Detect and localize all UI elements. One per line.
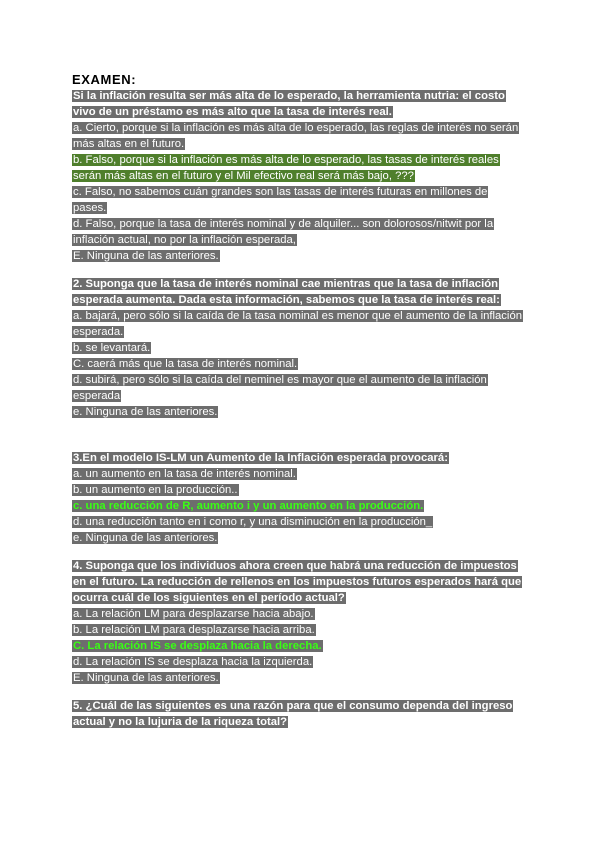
exam-page (72, 72, 522, 730)
question-4 (72, 558, 522, 606)
q2-option-d: d. subirá, pero sólo si la caída del neminel es mayor que el aumento de la inflación esperada (73, 374, 487, 402)
q2-option-c: C. caerá más que la tasa de interés nominal. (73, 358, 298, 370)
q3-option-d: d. una reducción tanto en i como r, y una disminución en la producción_ (73, 516, 433, 528)
question-4-text: 4. Suponga que los individuos ahora creen que habrá una reducción de impuestos en el futuro. La reducción de rellenos en los impuestos futuros esperados hará que ocurra cuál de los siguientes en el período actual? (73, 560, 522, 604)
q4-option-b: b. La relación LM para desplazarse hacia arriba. (73, 624, 315, 636)
question-1-text: Si la inflación resulta ser más alta de lo esperado, la herramienta nutria: el costo vivo de un préstamo es más alto que la tasa de interés real. (73, 90, 505, 118)
q2-option-b: b. se levantará. (73, 342, 151, 354)
q1-option-c: c. Falso, no sabemos cuán grandes son las tasas de interés futuras en millones de pases. (73, 186, 488, 214)
question-2-options (72, 308, 522, 420)
question-3-text: 3.En el modelo IS-LM un Aumento de la Inflación esperada provocará: (73, 452, 448, 464)
q1-option-b: b. Falso, porque si la inflación es más alta de lo esperado, las tasas de interés reales serán más altas en el futuro y el Mil efectivo real será más bajo, ??? (73, 154, 499, 182)
question-4-options (72, 606, 522, 686)
q2-option-a: a. bajará, pero sólo si la caída de la tasa nominal es menor que el aumento de la inflación esperada. (73, 310, 523, 338)
q4-option-c: C. La relación IS se desplaza hacia la derecha. (73, 640, 322, 652)
q1-option-e: E. Ninguna de las anteriores. (73, 250, 219, 262)
q3-option-b: b. un aumento en la producción.. (73, 484, 238, 496)
question-5 (72, 698, 522, 730)
question-1-options (72, 120, 522, 264)
exam-title: EXAMEN: (72, 72, 137, 87)
question-2 (72, 276, 522, 308)
q1-option-a: a. Cierto, porque si la inflación es más alta de lo esperado, las reglas de interés no serán más altas en el futuro. (73, 122, 519, 150)
question-3-options (72, 466, 522, 546)
question-1 (72, 88, 522, 120)
q3-option-a: a. un aumento en la tasa de interés nominal. (73, 468, 296, 480)
q4-option-e: E. Ninguna de las anteriores. (73, 672, 219, 684)
q3-option-e: e. Ninguna de las anteriores. (73, 532, 218, 544)
q1-option-d: d. Falso, porque la tasa de interés nominal y de alquiler... son dolorosos/nitwit por la inflación actual, no por la inflación esperada, (73, 218, 494, 246)
question-2-text: 2. Suponga que la tasa de interés nominal cae mientras que la tasa de inflación esperada aumenta. Dada esta información, sabemos que la tasa de interés real: (73, 278, 500, 306)
question-3 (72, 450, 522, 466)
q3-option-c: c. una reducción de R, aumento i y un aumento en la producción. (73, 500, 424, 512)
question-5-text: 5. ¿Cuál de las siguientes es una razón para que el consumo dependa del ingreso actual y no la lujuria de la riqueza total? (73, 700, 513, 728)
q2-option-e: e. Ninguna de las anteriores. (73, 406, 218, 418)
q4-option-a: a. La relación LM para desplazarse hacia abajo. (73, 608, 314, 620)
q4-option-d: d. La relación IS se desplaza hacia la izquierda. (73, 656, 313, 668)
